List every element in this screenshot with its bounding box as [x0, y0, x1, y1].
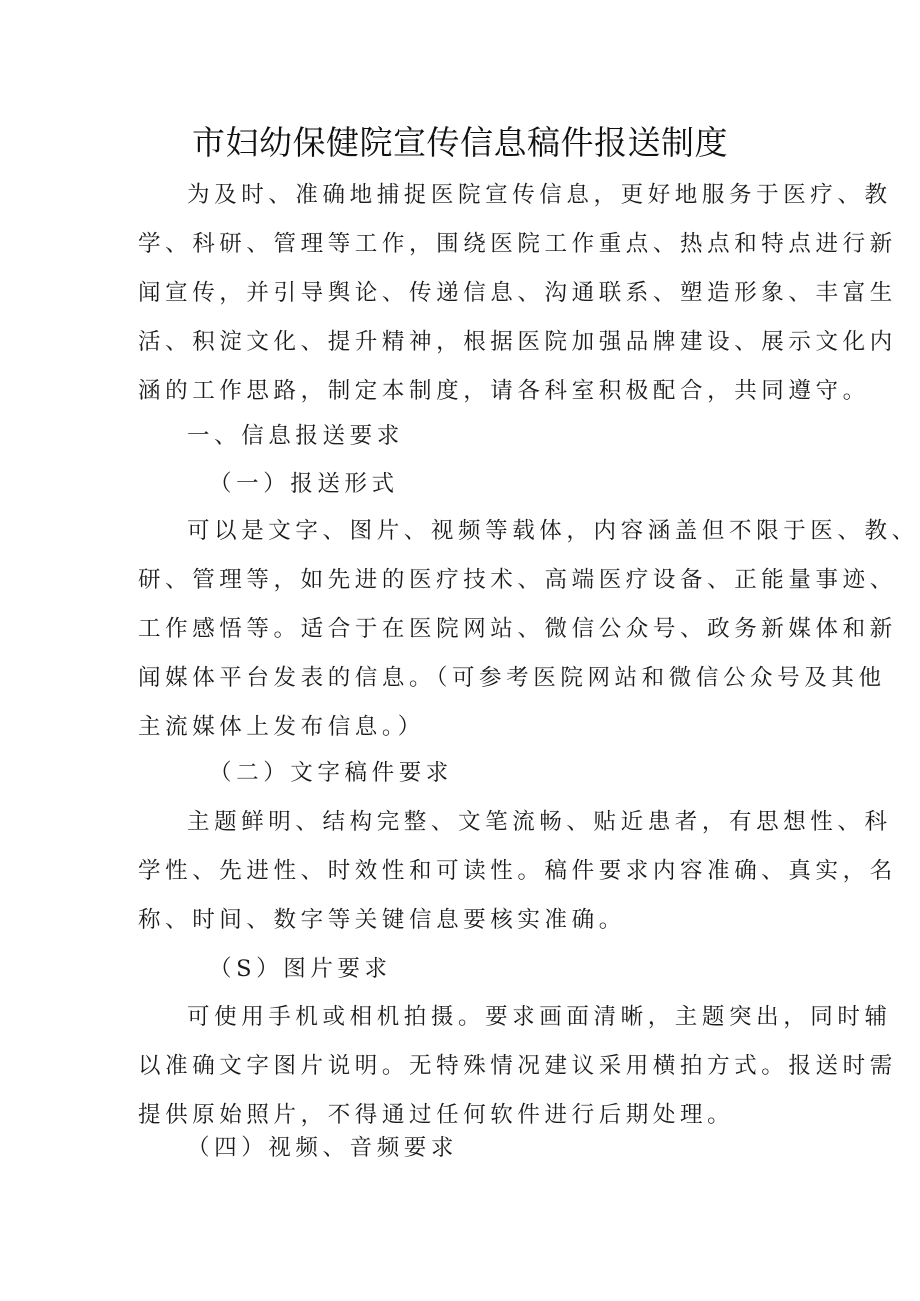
subsection-heading: [138, 749, 808, 798]
text-line: 闻宣传，并引导舆论、传递信息、沟通联系、塑造形象、丰富生: [138, 280, 897, 306]
text-line: 学、科研、管理等工作，围绕医院工作重点、热点和特点进行新: [138, 231, 897, 257]
text-line: 涵的工作思路，制定本制度，请各科室积极配合，共同遵守。: [138, 378, 870, 404]
text-line: 主题鲜明、结构完整、文笔流畅、贴近患者，有思想性、科: [187, 809, 892, 835]
text-line: 工作感悟等。适合于在医院网站、微信公众号、政务新媒体和新: [138, 616, 897, 642]
subsection-heading: [138, 1124, 808, 1173]
text-line: 学性、先进性、时效性和可读性。稿件要求内容准确、真实，名: [138, 858, 897, 884]
text-line: 提供原始照片，不得通过任何软件进行后期处理。: [138, 1102, 735, 1128]
subsection-heading-text: （四）视频、音频要求: [187, 1135, 459, 1161]
text-line: 可使用手机或相机拍摄。要求画面清晰，主题突出，同时辅: [187, 1004, 892, 1030]
text-line: 以准确文字图片说明。无特殊情况建议采用横拍方式。报送时需: [138, 1053, 897, 1079]
intro-paragraph: [138, 171, 897, 416]
subsection-heading: [138, 945, 808, 994]
text-line: 称、时间、数字等关键信息要核实准确。: [138, 907, 626, 933]
text-line: 可以是文字、图片、视频等载体，内容涵盖但不限于医、教、: [187, 518, 919, 544]
document-title: 市妇幼保健院宣传信息稿件报送制度: [192, 123, 728, 162]
subsection-heading-text: （一）报送形式: [209, 471, 399, 497]
text-line: 活、积淀文化、提升精神，根据医院加强品牌建设、展示文化内: [138, 329, 897, 355]
section-heading: [138, 412, 808, 461]
section-heading-text: 一、信息报送要求: [187, 423, 404, 449]
text-line: 为及时、准确地捕捉医院宣传信息，更好地服务于医疗、教: [187, 182, 892, 208]
text-line: 主流媒体上发布信息。）: [138, 714, 425, 740]
subsection-paragraph: [138, 993, 897, 1140]
subsection-paragraph: [138, 798, 897, 945]
subsection-heading: [138, 460, 808, 509]
subsection-heading-text: （二）文字稿件要求: [209, 760, 453, 786]
subsection-heading-text: （S）图片要求: [209, 956, 392, 982]
text-line: 研、管理等，如先进的医疗技术、高端医疗设备、正能量事迹、: [138, 567, 897, 593]
text-line: 闻媒体平台发表的信息。（可参考医院网站和微信公众号及其他: [138, 665, 886, 691]
subsection-paragraph: [138, 507, 919, 752]
